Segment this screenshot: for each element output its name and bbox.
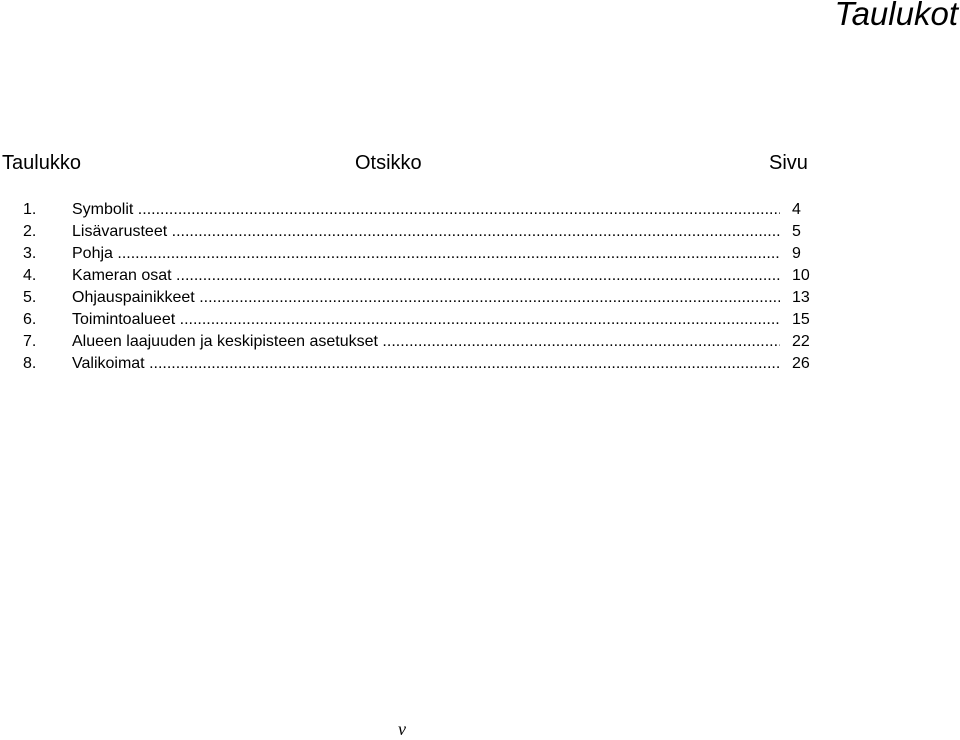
dot-leader: [195, 289, 780, 306]
toc-page: 26: [792, 355, 810, 372]
toc-page: 22: [792, 333, 810, 350]
toc-number: 2.: [23, 223, 37, 240]
dot-leader: [113, 245, 780, 262]
page-title: Taulukot: [834, 0, 958, 32]
toc-entry: [72, 199, 780, 221]
column-header-title: Otsikko: [355, 152, 422, 174]
toc-entry: [72, 309, 780, 331]
toc-entry: [72, 331, 780, 353]
toc-row: [0, 199, 960, 221]
toc-number: 4.: [23, 267, 37, 284]
footer-page-number: v: [398, 719, 406, 739]
toc-title: Symbolit: [72, 201, 134, 218]
toc-page: 9: [792, 245, 801, 262]
toc-number: 7.: [23, 333, 37, 350]
toc-title: Ohjauspainikkeet: [72, 289, 195, 306]
toc-entry: [72, 265, 780, 287]
toc-title: Toimintoalueet: [72, 311, 176, 328]
toc-number: 6.: [23, 311, 37, 328]
column-header-table: Taulukko: [2, 152, 81, 174]
toc-entry: [72, 243, 780, 265]
dot-leader: [145, 355, 780, 372]
dot-leader: [172, 267, 780, 284]
toc-title: Kameran osat: [72, 267, 172, 284]
dot-leader: [175, 311, 780, 328]
toc-page: 5: [792, 223, 801, 240]
toc-page: 10: [792, 267, 810, 284]
toc-number: 3.: [23, 245, 37, 262]
toc-number: 8.: [23, 355, 37, 372]
dot-leader: [133, 201, 780, 218]
toc-entry: [72, 353, 780, 375]
toc-number: 5.: [23, 289, 37, 306]
toc-row: [0, 265, 960, 287]
toc-page: 4: [792, 201, 801, 218]
toc-row: [0, 331, 960, 353]
toc-row: [0, 287, 960, 309]
toc-row: [0, 221, 960, 243]
column-header-page: Sivu: [769, 152, 808, 174]
toc-page: 13: [792, 289, 810, 306]
toc-row: [0, 309, 960, 331]
toc-row: [0, 353, 960, 375]
toc-entry: [72, 287, 780, 309]
dot-leader: [167, 223, 780, 240]
toc-entry: [72, 221, 780, 243]
toc-row: [0, 243, 960, 265]
toc-title: Pohja: [72, 245, 113, 262]
table-of-contents: [0, 199, 960, 375]
toc-number: 1.: [23, 201, 37, 218]
toc-title: Lisävarusteet: [72, 223, 168, 240]
toc-title: Alueen laajuuden ja keskipisteen asetukset: [72, 333, 378, 350]
toc-page: 15: [792, 311, 810, 328]
toc-title: Valikoimat: [72, 355, 145, 372]
dot-leader: [378, 333, 780, 350]
